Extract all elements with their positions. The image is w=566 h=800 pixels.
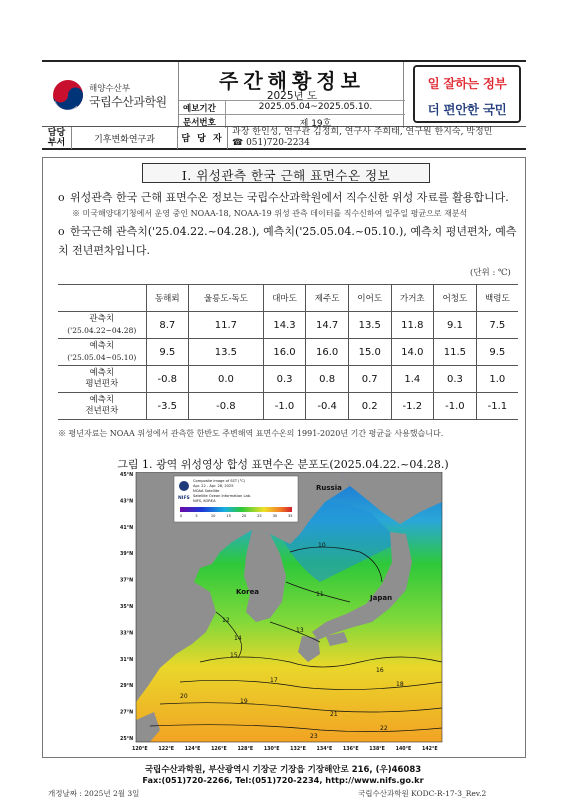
table-cell: 13.5 bbox=[189, 339, 264, 366]
table-cell: 0.8 bbox=[306, 366, 349, 393]
paragraph-2-text: 한국근해 관측치('25.04.22.~04.28.), 예측치('25.05.04.~05.10.), 예측치 평년편차, 예측치 전년편차입니다. bbox=[58, 225, 517, 257]
table-cell: 0.0 bbox=[189, 366, 264, 393]
longitude-label: 134°E bbox=[316, 747, 333, 752]
contour-label: 15 bbox=[230, 652, 238, 659]
table-row bbox=[58, 393, 518, 420]
period-value: 2025.05.04~2025.05.10. bbox=[225, 101, 405, 114]
table-cell: 9.5 bbox=[146, 339, 189, 366]
scale-tick-label: 20 bbox=[241, 514, 247, 518]
table-row bbox=[58, 339, 518, 366]
scale-tick-label: 25 bbox=[257, 514, 262, 518]
column-header: 동해뢰 bbox=[146, 285, 189, 312]
column-header: 울릉도-독도 bbox=[189, 285, 264, 312]
figure-caption: 그림 1. 광역 위성영상 합성 표면수온 분포도(2025.04.22.~04.28.) bbox=[117, 458, 449, 471]
org-main-label: 국립수산과학원 bbox=[89, 95, 167, 109]
scale-tick-label: 5 bbox=[195, 514, 198, 518]
contour-label: 13 bbox=[296, 627, 304, 634]
latitude-label: 33°N bbox=[120, 631, 134, 637]
footnote-satellite: ※ 미국해양대기청에서 운영 중인 NOAA-18, NOAA-19 위성 관측 데이터를 직수신하여 일주일 평균으로 재분석 bbox=[72, 209, 468, 218]
table-cell: 16.0 bbox=[263, 339, 306, 366]
table-header-row bbox=[58, 285, 518, 312]
table-cell: -0.8 bbox=[146, 366, 189, 393]
footnote-climatology: ※ 평년자료는 NOAA 위성에서 관측한 한반도 주변해역 표면수온의 1991-2020년 기간 평균을 사용했습니다. bbox=[58, 429, 444, 438]
column-header: 가거초 bbox=[391, 285, 434, 312]
legend-source-1: NOAA Satellite bbox=[193, 489, 220, 493]
longitude-label: 140°E bbox=[395, 747, 412, 752]
longitude-label: 122°E bbox=[158, 747, 175, 752]
sst-table bbox=[58, 284, 518, 420]
government-slogan bbox=[413, 65, 521, 123]
latitude-label: 27°N bbox=[120, 710, 134, 716]
doc-number-label: 문서번호 bbox=[183, 118, 216, 128]
latitude-labels bbox=[120, 472, 133, 742]
unit-label: (단위 : ℃) bbox=[470, 268, 511, 278]
scale-tick-label: 15 bbox=[226, 514, 231, 518]
latitude-label: 35°N bbox=[120, 605, 134, 610]
legend-nifs: NIFS bbox=[178, 496, 190, 501]
column-header: 대마도 bbox=[263, 285, 306, 312]
paragraph-1 bbox=[58, 188, 528, 207]
period-label: 예보기간 bbox=[183, 104, 216, 114]
table-cell: 1.4 bbox=[391, 366, 434, 393]
longitude-label: 120°E bbox=[132, 747, 148, 752]
row-label-main: 예측치 bbox=[89, 395, 115, 405]
table-cell: 11.5 bbox=[434, 339, 477, 366]
row-label-sub: 전년편차 bbox=[85, 406, 119, 416]
column-header: 이어도 bbox=[348, 285, 391, 312]
table-cell: -0.8 bbox=[189, 393, 264, 420]
latitude-label: 39°N bbox=[120, 552, 134, 558]
staff-value bbox=[232, 127, 526, 149]
contour-label: 14 bbox=[234, 635, 242, 642]
latitude-label: 41°N bbox=[120, 525, 134, 531]
footer-address: 국립수산과학원, 부산광역시 기장군 기장읍 기장해안로 216, (우)46083 bbox=[144, 765, 422, 775]
org-sub-label: 해양수산부 bbox=[89, 84, 131, 94]
staff-label: 담 당 자 bbox=[178, 127, 228, 149]
scale-tick-label: 35 bbox=[288, 514, 293, 518]
slogan-line-2: 더 편안한 국민 bbox=[415, 96, 519, 123]
table-cell: 7.5 bbox=[476, 312, 518, 339]
bullet-marker: o bbox=[58, 225, 65, 238]
table-cell: 0.3 bbox=[434, 366, 477, 393]
contour-label: 18 bbox=[396, 681, 404, 688]
place-label-korea: Korea bbox=[236, 588, 260, 596]
longitude-labels bbox=[132, 746, 438, 752]
contour-label: 11 bbox=[316, 591, 324, 598]
latitude-label: 45°N bbox=[120, 473, 134, 478]
row-label-main: 관측치 bbox=[89, 314, 115, 324]
latitude-label: 29°N bbox=[120, 684, 134, 690]
row-label-sub: ('25.05.04~05.10) bbox=[67, 353, 137, 362]
row-label-sub: 평년편차 bbox=[85, 379, 119, 389]
legend-source-3: NIFS, KOREA bbox=[193, 499, 216, 503]
table-cell: 15.0 bbox=[348, 339, 391, 366]
table-cell: 1.0 bbox=[476, 366, 518, 393]
table-cell: -1.2 bbox=[391, 393, 434, 420]
title-box bbox=[178, 62, 404, 128]
table-corner bbox=[58, 285, 146, 312]
dept-label-line2: 부서 bbox=[47, 138, 66, 148]
contour-label: 21 bbox=[330, 711, 338, 718]
contour-label: 22 bbox=[380, 725, 388, 732]
document-year: 2025년 도 bbox=[266, 90, 318, 102]
footer-revision-date: 개정날짜 : 2025년 2월 3일 bbox=[48, 789, 140, 798]
row-label-sub: ('25.04.22~04.28) bbox=[67, 326, 137, 335]
table-cell: -1.0 bbox=[263, 393, 306, 420]
ministry-logo-area bbox=[42, 62, 178, 128]
bullet-marker: o bbox=[58, 191, 65, 204]
color-scale-bar bbox=[180, 507, 292, 512]
longitude-label: 126°E bbox=[211, 747, 227, 752]
footer-doc-code: 국립수산과학원 KODC-R-17-3_Rev.2 bbox=[358, 789, 487, 798]
contour-label: 20 bbox=[180, 693, 188, 700]
table-cell: 0.3 bbox=[263, 366, 306, 393]
contour-label: 10 bbox=[318, 542, 326, 549]
table-cell: 0.2 bbox=[348, 393, 391, 420]
place-label-japan: Japan bbox=[370, 594, 393, 602]
contour-label: 19 bbox=[240, 698, 248, 705]
contour-label: 23 bbox=[310, 733, 318, 740]
latitude-label: 43°N bbox=[120, 499, 134, 505]
footer-contact: Fax:(051)720-2266, Tel:(051)720-2234, http://www.nifs.go.kr bbox=[142, 775, 424, 785]
section-title: Ⅰ. 위성관측 한국 근해 표면수온 정보 bbox=[142, 163, 430, 183]
column-header: 백령도 bbox=[476, 285, 518, 312]
scale-tick-label: 0 bbox=[180, 514, 183, 518]
paragraph-1-text: 위성관측 한국 근해 표면수온 정보는 국립수산과학원에서 직수신한 위성 자료를 활용합니다. bbox=[70, 191, 509, 204]
table-row bbox=[58, 312, 518, 339]
longitude-label: 138°E bbox=[369, 747, 385, 752]
legend-title: Composite image of SST (°C) bbox=[193, 479, 246, 483]
table-cell: 14.3 bbox=[263, 312, 306, 339]
table-cell: 13.5 bbox=[348, 312, 391, 339]
scale-tick-label: 30 bbox=[272, 514, 278, 518]
longitude-label: 128°E bbox=[237, 747, 254, 752]
longitude-label: 142°E bbox=[422, 747, 438, 752]
column-header: 어청도 bbox=[434, 285, 477, 312]
table-cell: -0.4 bbox=[306, 393, 349, 420]
table-cell: 9.1 bbox=[434, 312, 477, 339]
scale-tick-label: 10 bbox=[210, 514, 216, 518]
latitude-label: 25°N bbox=[120, 737, 134, 742]
dept-label bbox=[42, 127, 72, 149]
table-cell: 0.7 bbox=[348, 366, 391, 393]
sst-legend bbox=[174, 476, 298, 522]
row-label bbox=[58, 366, 146, 393]
table-cell: 14.0 bbox=[391, 339, 434, 366]
row-label bbox=[58, 312, 146, 339]
place-label-russia: Russia bbox=[316, 484, 342, 492]
contour-label: 16 bbox=[376, 667, 384, 674]
row-label bbox=[58, 339, 146, 366]
latitude-label: 31°N bbox=[120, 657, 134, 663]
staff-names: 과장 한인성, 연구관 김정희, 연구사 주희태, 연구원 한지숙, 박정민 bbox=[232, 127, 493, 137]
dept-value: 기후변화연구과 bbox=[72, 127, 178, 149]
nifs-emblem-icon bbox=[179, 481, 189, 491]
row-label-main: 예측치 bbox=[89, 341, 115, 351]
longitude-label: 124°E bbox=[184, 747, 201, 752]
table-cell: -1.1 bbox=[476, 393, 518, 420]
table-row bbox=[58, 366, 518, 393]
table-cell: 9.5 bbox=[476, 339, 518, 366]
document-header bbox=[42, 60, 526, 129]
row-label bbox=[58, 393, 146, 420]
doc-number-value: 제 19호 bbox=[225, 115, 405, 128]
document-title: 주간해황정보 bbox=[219, 69, 365, 93]
paragraph-2 bbox=[58, 222, 520, 260]
table-cell: 11.7 bbox=[189, 312, 264, 339]
sst-map bbox=[120, 472, 444, 752]
dept-label-line1: 담당 bbox=[47, 128, 66, 138]
latitude-label: 37°N bbox=[120, 578, 134, 584]
table-cell: -3.5 bbox=[146, 393, 189, 420]
table-cell: 8.7 bbox=[146, 312, 189, 339]
table-cell: 16.0 bbox=[306, 339, 349, 366]
table-cell: 14.7 bbox=[306, 312, 349, 339]
legend-date: Apr. 22 - Apr. 28, 2025 bbox=[193, 484, 234, 488]
responsible-row bbox=[42, 126, 526, 150]
staff-phone: ☎ 051)720-2234 bbox=[232, 138, 310, 148]
longitude-label: 136°E bbox=[342, 747, 359, 752]
longitude-label: 130°E bbox=[263, 747, 280, 752]
table-cell: -1.0 bbox=[434, 393, 477, 420]
contour-label: 12 bbox=[222, 617, 230, 624]
period-row bbox=[179, 100, 405, 114]
slogan-line-1: 일 잘하는 정부 bbox=[415, 67, 519, 96]
row-label-main: 예측치 bbox=[89, 368, 115, 378]
table-cell: 11.8 bbox=[391, 312, 434, 339]
legend-source-2: Satellite Ocean Information Lab. bbox=[193, 494, 252, 498]
taegeuk-logo-icon bbox=[52, 79, 84, 111]
column-header: 제주도 bbox=[306, 285, 349, 312]
longitude-label: 132°E bbox=[290, 747, 306, 752]
contour-label: 17 bbox=[270, 677, 278, 684]
